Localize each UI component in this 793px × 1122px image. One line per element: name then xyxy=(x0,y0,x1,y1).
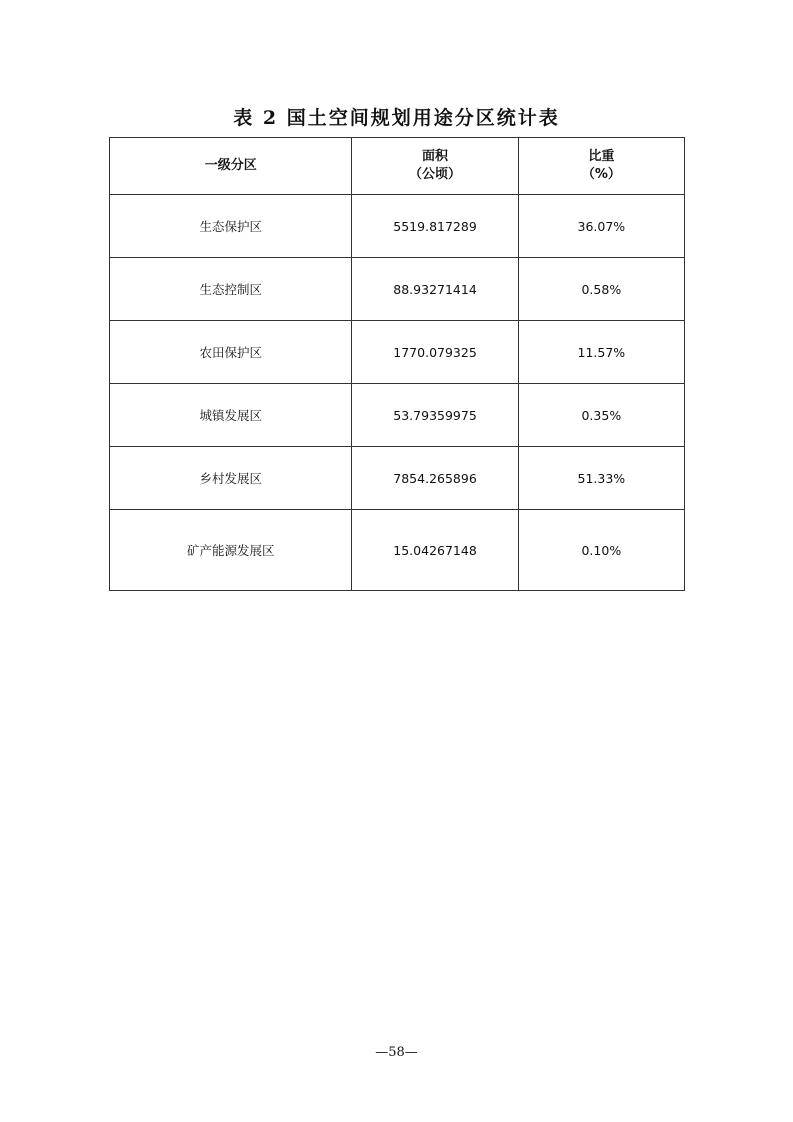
area-cell: 7854.265896 xyxy=(352,447,518,510)
header-zone-label: 一级分区 xyxy=(204,158,257,173)
table-header-row xyxy=(110,138,685,195)
area-cell: 1770.079325 xyxy=(352,321,518,384)
ratio-cell: 0.35% xyxy=(518,384,684,447)
table-row xyxy=(110,510,685,591)
table-row xyxy=(110,321,685,384)
zone-cell: 乡村发展区 xyxy=(110,447,352,510)
zone-cell: 矿产能源发展区 xyxy=(110,510,352,591)
table-title: 表 2 国土空间规划用途分区统计表 xyxy=(233,107,560,129)
header-zone xyxy=(110,138,352,195)
header-ratio-label: 比重 xyxy=(588,149,615,164)
zone-cell: 农田保护区 xyxy=(110,321,352,384)
area-cell: 15.04267148 xyxy=(352,510,518,591)
ratio-cell: 0.58% xyxy=(518,258,684,321)
table-row xyxy=(110,258,685,321)
zone-cell: 城镇发展区 xyxy=(110,384,352,447)
ratio-cell: 51.33% xyxy=(518,447,684,510)
table-row xyxy=(110,384,685,447)
header-ratio xyxy=(518,138,684,195)
table-row xyxy=(110,447,685,510)
ratio-cell: 11.57% xyxy=(518,321,684,384)
table-row xyxy=(110,195,685,258)
header-area-unit: （公顷） xyxy=(409,167,462,182)
area-cell: 88.93271414 xyxy=(352,258,518,321)
ratio-cell: 0.10% xyxy=(518,510,684,591)
zoning-statistics-table xyxy=(109,137,685,591)
page-number: —58— xyxy=(375,1045,418,1060)
header-area xyxy=(352,138,518,195)
header-ratio-unit: （%） xyxy=(581,167,621,182)
area-cell: 5519.817289 xyxy=(352,195,518,258)
header-area-label: 面积 xyxy=(422,149,449,164)
zone-cell: 生态控制区 xyxy=(110,258,352,321)
ratio-cell: 36.07% xyxy=(518,195,684,258)
area-cell: 53.79359975 xyxy=(352,384,518,447)
zone-cell: 生态保护区 xyxy=(110,195,352,258)
